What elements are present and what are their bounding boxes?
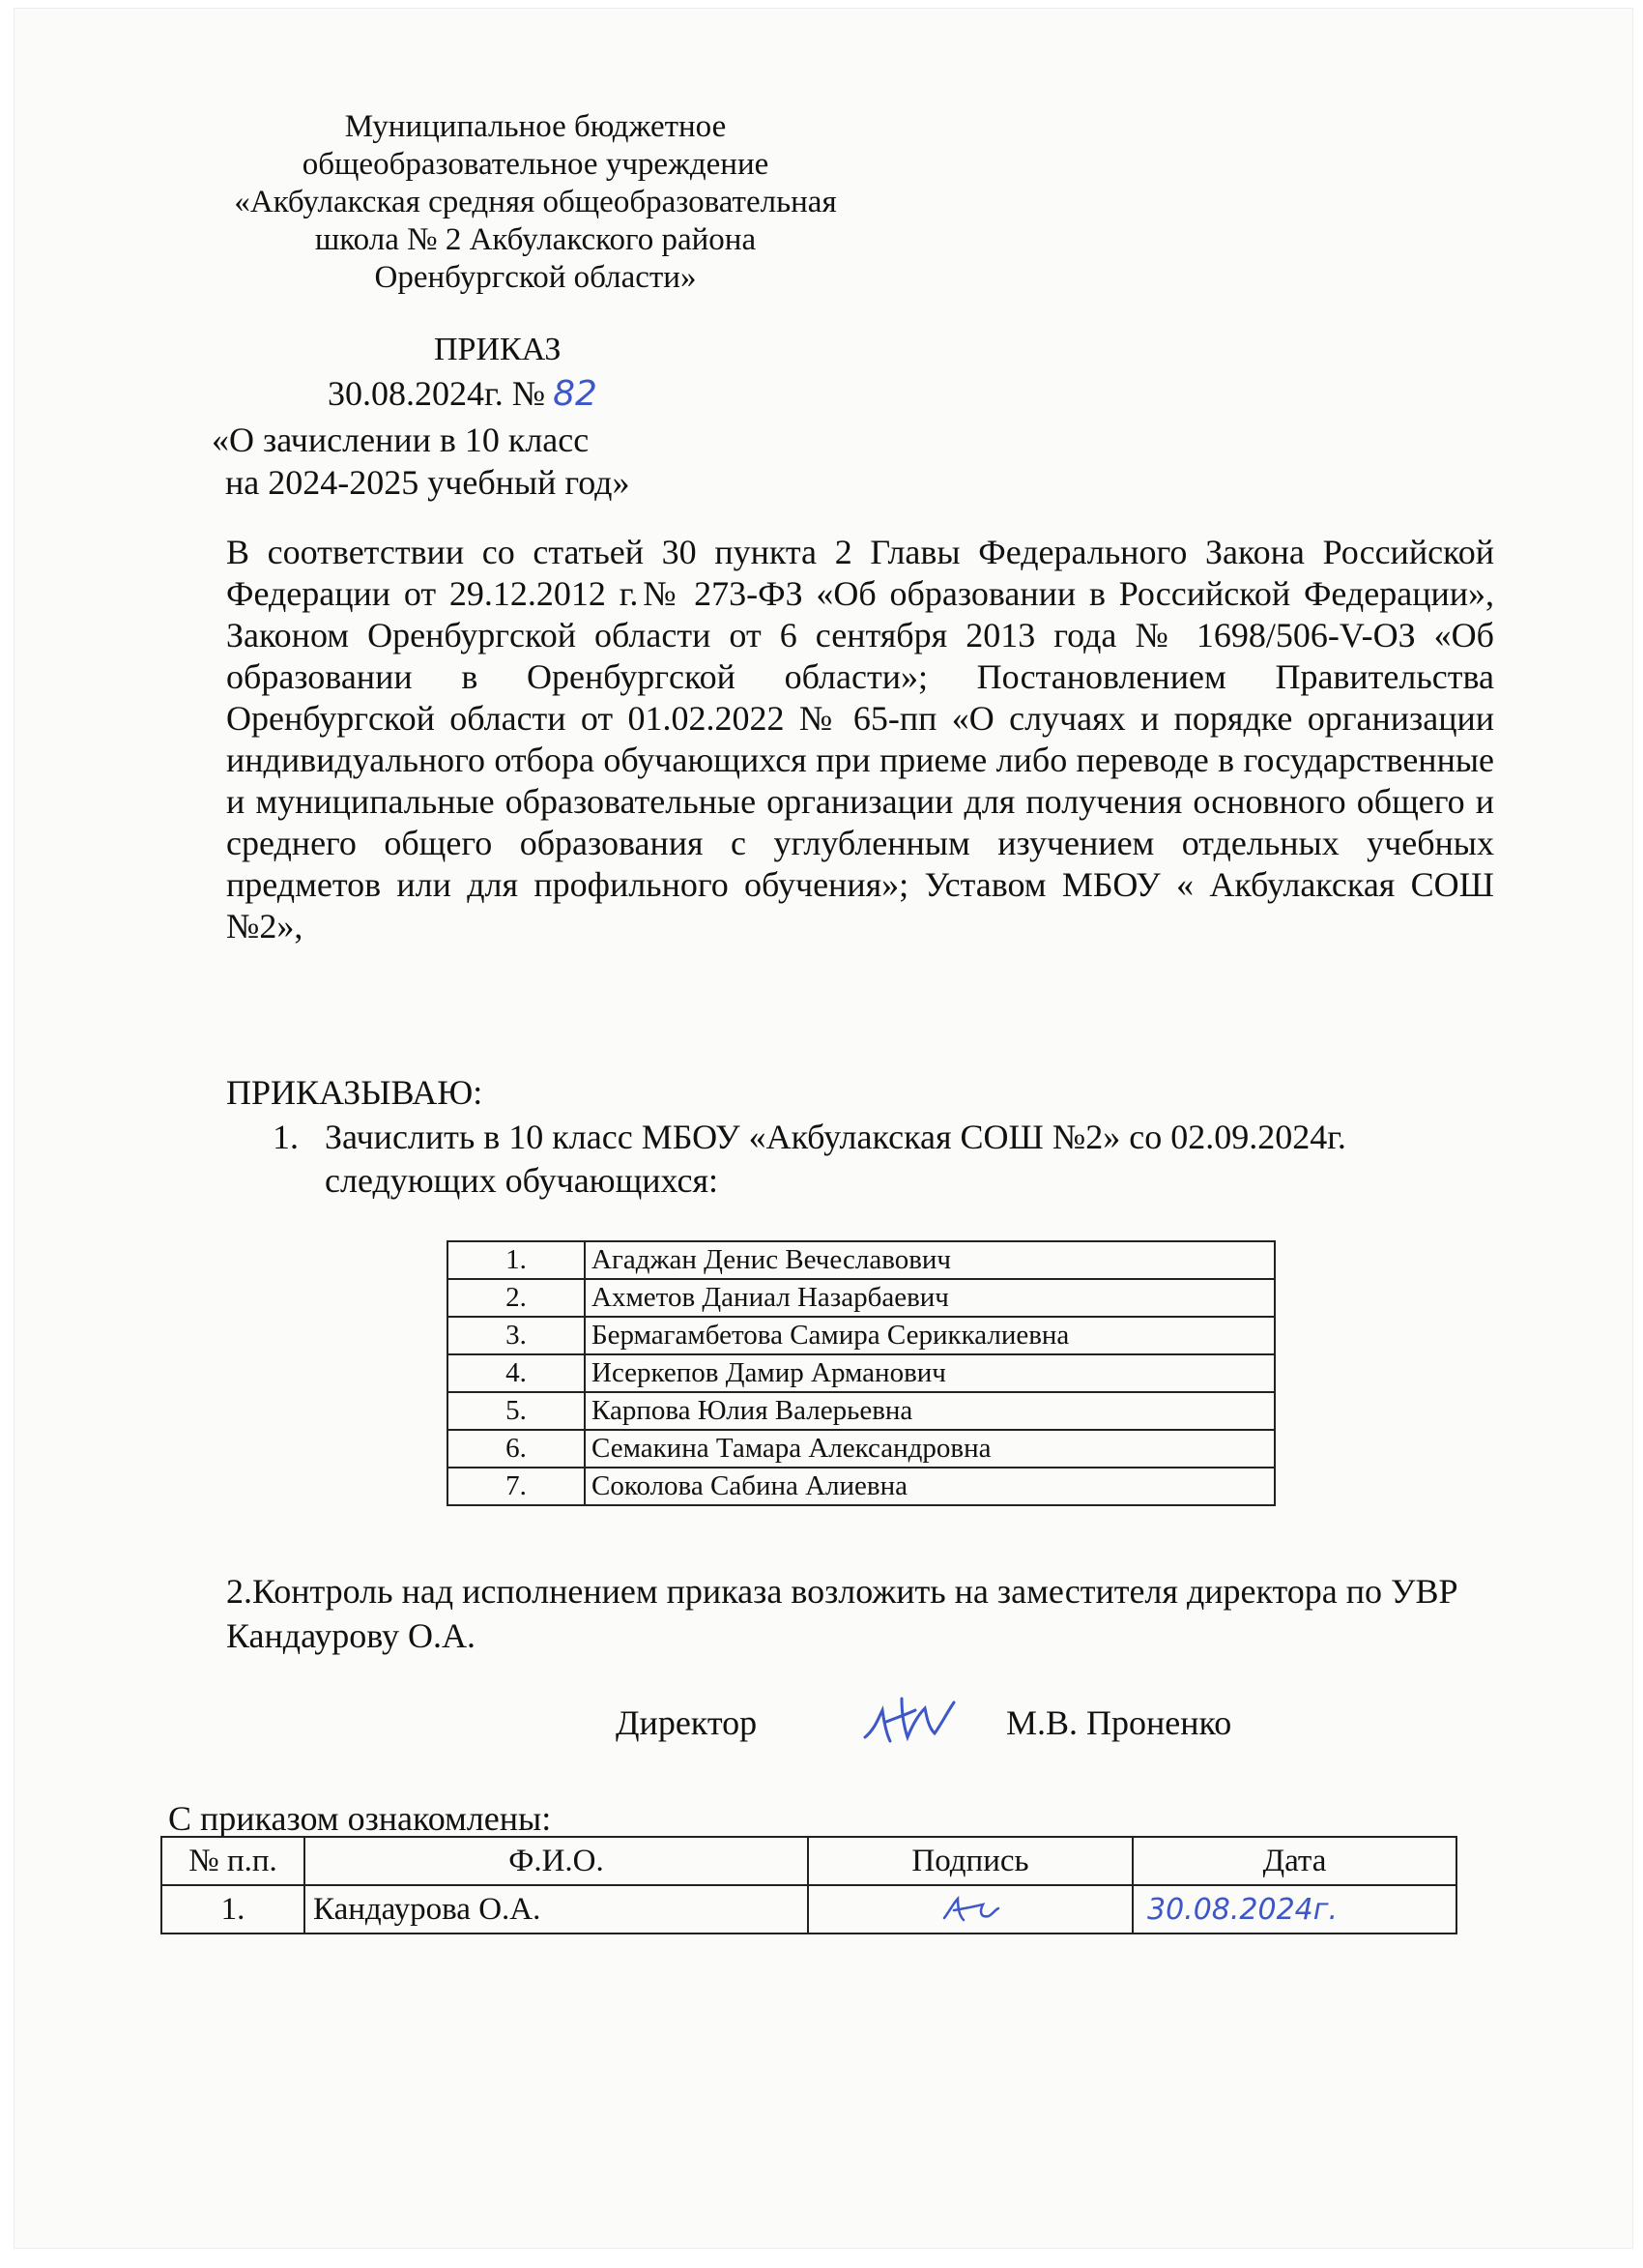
document-page xyxy=(14,8,1633,2249)
handwritten-signature xyxy=(937,1893,1004,1926)
row-number: 2. xyxy=(447,1279,585,1317)
student-name: Соколова Сабина Алиевна xyxy=(585,1468,1275,1505)
table-row xyxy=(447,1392,1275,1430)
acknowledgement-table xyxy=(160,1836,1457,1934)
row-number: 7. xyxy=(447,1468,585,1505)
org-line: общеобразовательное учреждение xyxy=(302,147,769,182)
table-row xyxy=(447,1317,1275,1354)
table-row xyxy=(161,1885,1456,1934)
organization-header xyxy=(168,108,903,297)
item-number: 1. xyxy=(273,1118,299,1156)
org-line: школа № 2 Акбулакского района xyxy=(314,222,757,257)
student-name: Бермагамбетова Самира Сериккалиевна xyxy=(585,1317,1275,1354)
table-row xyxy=(447,1354,1275,1392)
order-date-number xyxy=(328,373,597,414)
order-item-1 xyxy=(273,1116,1432,1203)
item-text: Зачислить в 10 класс МБОУ «Акбулакская СОШ №2» со 02.09.2024г. следующих обучающихся: xyxy=(325,1118,1346,1200)
student-name: Исеркепов Дамир Арманович xyxy=(585,1354,1275,1392)
legal-basis-paragraph: В соответствии со статьей 30 пункта 2 Главы Федерального Закона Российской Федерации от 29.12.2012 г.№ 273-ФЗ «Об образовании в Российской Федерации», Законом Оренбургской области от 6 сентября 2013 года № 1698/506-V-ОЗ «Об образовании в Оренбургской области»; Постановлением Правительства Оренбургской области от 01.02.2022 № 65-пп «О случаях и порядке организации индивидуального отбора обучающихся при приеме либо переводе в государственные и муниципальные образовательные организации для получения основного общего и среднего общего образования с углубленным изучением отдельных учебных предметов или для профильного обучения»; Уставом МБОУ « Акбулакская СОШ №2», xyxy=(226,533,1494,945)
order-item-2: 2.Контроль над исполнением приказа возложить на заместителя директора по УВР Кандаурову О.А. xyxy=(226,1572,1458,1655)
column-header: Дата xyxy=(1133,1837,1456,1885)
table-row xyxy=(447,1241,1275,1279)
students-table xyxy=(447,1240,1276,1506)
order-subject xyxy=(212,419,630,504)
handwritten-date: 30.08.2024г. xyxy=(1147,1892,1339,1927)
student-name: Агаджан Денис Вечеславович xyxy=(585,1241,1275,1279)
handwritten-signature xyxy=(857,1689,964,1758)
order-date: 30.08.2024г. № xyxy=(328,374,546,413)
subject-line: «О зачислении в 10 класс xyxy=(212,421,590,459)
order-title: ПРИКАЗ xyxy=(434,332,562,367)
date-cell xyxy=(1133,1885,1456,1934)
row-number: 1. xyxy=(161,1885,304,1934)
director-role: Директор xyxy=(616,1703,758,1742)
org-line: «Акбулакская средняя общеобразовательная xyxy=(234,185,837,219)
table-row xyxy=(447,1279,1275,1317)
acknowledgement-label: С приказом ознакомлены: xyxy=(168,1799,552,1838)
student-name: Ахметов Даниал Назарбаевич xyxy=(585,1279,1275,1317)
subject-line: на 2024-2025 учебный год» xyxy=(225,463,630,502)
student-name: Карпова Юлия Валерьевна xyxy=(585,1392,1275,1430)
column-header: Ф.И.О. xyxy=(304,1837,808,1885)
table-row xyxy=(447,1430,1275,1468)
row-number: 6. xyxy=(447,1430,585,1468)
row-number: 1. xyxy=(447,1241,585,1279)
student-name: Семакина Тамара Александровна xyxy=(585,1430,1275,1468)
director-name: М.В. Проненко xyxy=(1006,1703,1232,1742)
order-number-handwritten: 82 xyxy=(553,374,597,414)
director-signature-row xyxy=(616,1702,1292,1760)
table-row xyxy=(447,1468,1275,1505)
row-number: 5. xyxy=(447,1392,585,1430)
org-line: Муниципальное бюджетное xyxy=(344,109,727,144)
column-header: Подпись xyxy=(808,1837,1133,1885)
row-number: 3. xyxy=(447,1317,585,1354)
orders-heading: ПРИКАЗЫВАЮ: xyxy=(226,1073,483,1112)
column-header: № п.п. xyxy=(161,1837,304,1885)
row-number: 4. xyxy=(447,1354,585,1392)
person-name: Кандаурова О.А. xyxy=(304,1885,808,1934)
signature-cell xyxy=(808,1885,1133,1934)
table-header-row xyxy=(161,1837,1456,1885)
org-line: Оренбургской области» xyxy=(374,260,697,295)
